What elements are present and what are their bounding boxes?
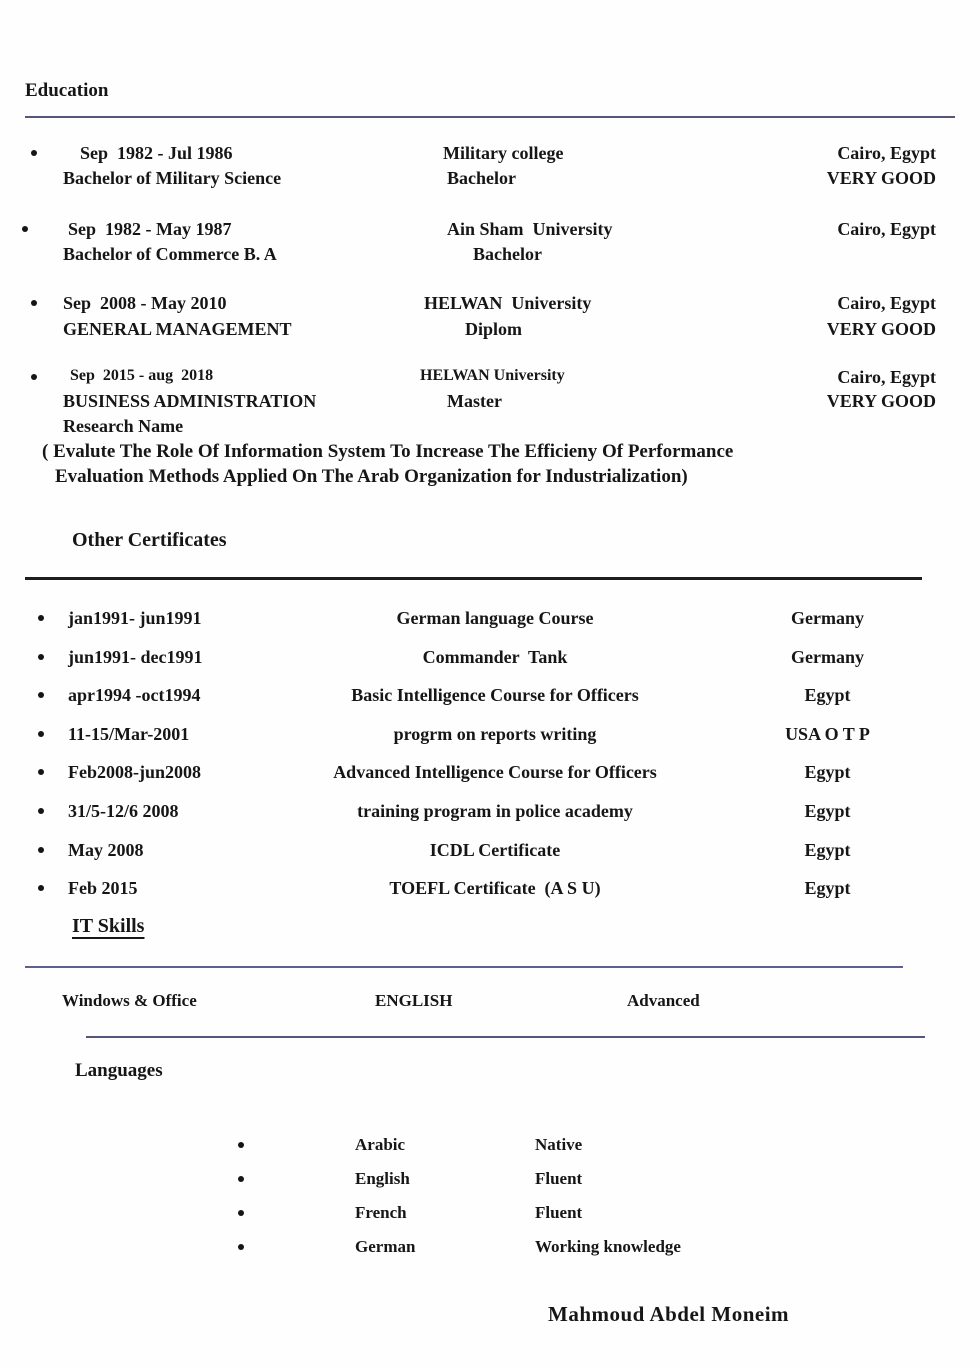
education-date: Sep 1982 - Jul 1986 xyxy=(80,143,233,163)
languages-heading: Languages xyxy=(75,1060,163,1081)
certificate-date: 31/5-12/6 2008 xyxy=(68,801,179,821)
education-date: Sep 2015 - aug 2018 xyxy=(70,367,214,384)
education-location: Cairo, Egypt xyxy=(837,219,936,239)
certificate-course: training program in police academy xyxy=(357,801,633,821)
bullet-marker xyxy=(31,374,37,380)
certificate-date: jan1991- jun1991 xyxy=(68,608,202,628)
certificate-country: Egypt xyxy=(804,685,851,705)
education-degree: Bachelor of Commerce B. A xyxy=(63,244,277,264)
certificates-divider xyxy=(25,577,922,580)
bullet-marker xyxy=(38,692,44,698)
research-title-line1: ( Evalute The Role Of Information System To Increase The Efficieny Of Performance xyxy=(42,441,734,462)
signature-name: Mahmoud Abdel Moneim xyxy=(548,1302,790,1326)
education-level: Diplom xyxy=(465,319,523,339)
it-level: Advanced xyxy=(627,991,700,1010)
certificate-country: USA O T P xyxy=(785,724,870,744)
certificate-course: progrm on reports writing xyxy=(393,724,597,744)
education-location: Cairo, Egypt xyxy=(837,143,936,163)
education-date: Sep 2008 - May 2010 xyxy=(63,293,227,313)
bullet-marker xyxy=(38,847,44,853)
language-name: German xyxy=(355,1237,416,1256)
education-level: Master xyxy=(447,391,502,411)
bullet-marker xyxy=(38,654,44,660)
bullet-marker xyxy=(38,731,44,737)
bullet-marker xyxy=(238,1142,244,1148)
education-institution: HELWAN University xyxy=(420,367,565,384)
certificate-course: Commander Tank xyxy=(422,647,568,667)
it-skills-bottom-divider xyxy=(86,1036,925,1038)
it-skills-divider xyxy=(25,966,903,968)
language-level: Working knowledge xyxy=(535,1237,681,1256)
it-language: ENGLISH xyxy=(375,991,453,1010)
bullet-marker xyxy=(38,769,44,775)
certificate-date: jun1991- dec1991 xyxy=(68,647,203,667)
certificate-course: German language Course xyxy=(396,608,594,628)
education-date: Sep 1982 - May 1987 xyxy=(68,219,232,239)
education-location: Cairo, Egypt xyxy=(837,367,936,387)
bullet-marker xyxy=(238,1244,244,1250)
certificate-date: May 2008 xyxy=(68,840,144,860)
certificate-country: Egypt xyxy=(804,840,851,860)
education-institution: HELWAN University xyxy=(424,293,592,313)
certificate-country: Egypt xyxy=(804,762,851,782)
education-heading: Education xyxy=(25,80,109,101)
education-institution: Ain Sham University xyxy=(447,219,613,239)
language-level: Fluent xyxy=(535,1169,583,1188)
certificate-course: TOEFL Certificate (A S U) xyxy=(389,878,601,898)
certificate-date: Feb2008-jun2008 xyxy=(68,762,202,782)
bullet-marker xyxy=(22,226,28,232)
bullet-marker xyxy=(238,1176,244,1182)
education-degree: GENERAL MANAGEMENT xyxy=(63,319,292,339)
bullet-marker xyxy=(38,885,44,891)
language-name: Arabic xyxy=(355,1135,406,1154)
it-skill-name: Windows & Office xyxy=(62,991,197,1010)
language-level: Fluent xyxy=(535,1203,583,1222)
education-level: Bachelor xyxy=(447,168,516,188)
education-degree: BUSINESS ADMINISTRATION xyxy=(63,391,317,411)
certificate-date: Feb 2015 xyxy=(68,878,138,898)
education-divider xyxy=(25,116,955,118)
it-skills-heading: IT Skills xyxy=(72,915,145,937)
language-name: French xyxy=(355,1203,407,1222)
bullet-marker xyxy=(31,300,37,306)
bullet-marker xyxy=(38,615,44,621)
certificates-heading: Other Certificates xyxy=(72,529,227,551)
education-grade: VERY GOOD xyxy=(826,391,936,411)
certificate-course: Advanced Intelligence Course for Officers xyxy=(333,762,657,782)
education-institution: Military college xyxy=(443,143,564,163)
language-name: English xyxy=(355,1169,410,1188)
bullet-marker xyxy=(31,150,37,156)
certificate-country: Egypt xyxy=(804,878,851,898)
education-location: Cairo, Egypt xyxy=(837,293,936,313)
research-title-line2: Evaluation Methods Applied On The Arab Organization for Industrialization) xyxy=(55,466,688,487)
education-grade: VERY GOOD xyxy=(826,319,936,339)
education-level: Bachelor xyxy=(473,244,542,264)
bullet-marker xyxy=(38,808,44,814)
certificate-date: 11-15/Mar-2001 xyxy=(68,724,190,744)
language-level: Native xyxy=(535,1135,583,1154)
education-grade: VERY GOOD xyxy=(826,168,936,188)
certificate-date: apr1994 -oct1994 xyxy=(68,685,201,705)
certificate-country: Germany xyxy=(791,608,864,628)
certificate-course: ICDL Certificate xyxy=(429,840,561,860)
certificate-country: Egypt xyxy=(804,801,851,821)
bullet-marker xyxy=(238,1210,244,1216)
certificate-course: Basic Intelligence Course for Officers xyxy=(351,685,639,705)
certificate-country: Germany xyxy=(791,647,864,667)
education-degree: Bachelor of Military Science xyxy=(63,168,282,188)
research-name-label: Research Name xyxy=(63,416,184,436)
